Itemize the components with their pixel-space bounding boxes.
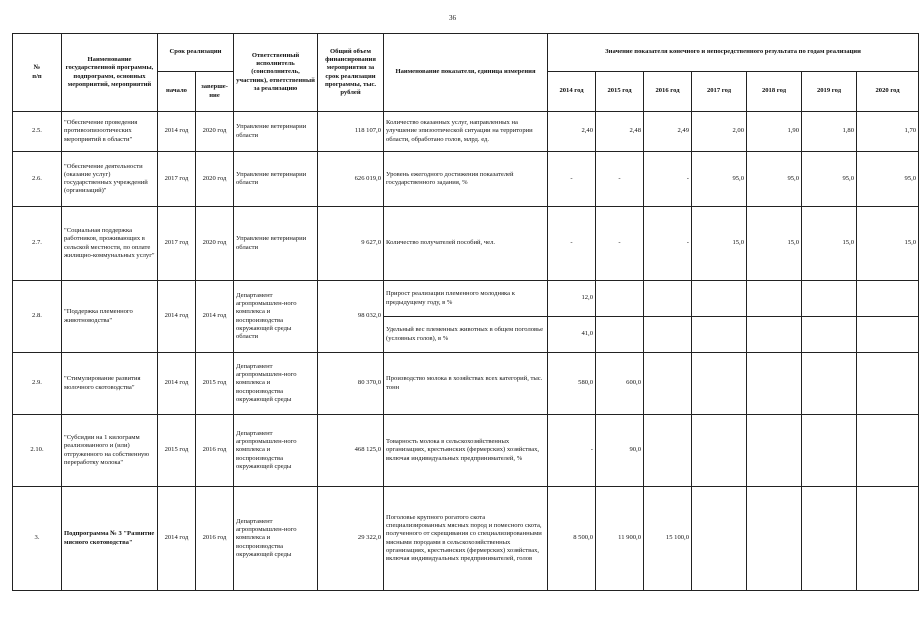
row-executor: Управление ветеринарии области xyxy=(234,112,318,152)
value-2014: 41,0 xyxy=(548,317,596,353)
row-executor: Департамент агропромышлен-ного комплекса и воспроизводства окружающей среды области xyxy=(234,281,318,353)
row-num: 2.7. xyxy=(13,207,62,281)
value-2014: 8 500,0 xyxy=(548,487,596,591)
value-2019 xyxy=(802,487,857,591)
row-name: "Поддержка племенного животноводства" xyxy=(62,281,158,353)
row-start: 2014 год xyxy=(158,281,196,353)
value-2015 xyxy=(596,317,644,353)
row-end: 2015 год xyxy=(196,353,234,415)
value-2018: 1,90 xyxy=(747,112,802,152)
row-num: 3. xyxy=(13,487,62,591)
value-2016: 15 100,0 xyxy=(644,487,692,591)
row-end: 2020 год xyxy=(196,207,234,281)
table-row xyxy=(13,487,919,591)
row-end: 2016 год xyxy=(196,487,234,591)
value-2019 xyxy=(802,353,857,415)
row-indicator: Удельный вес племенных животных в общем поголовье (условных голов), в % xyxy=(384,317,548,353)
row-start: 2014 год xyxy=(158,353,196,415)
row-executor: Департамент агропромышлен-ного комплекса и воспроизводства окружающей среды xyxy=(234,353,318,415)
header-year-2014: 2014 год xyxy=(548,72,596,112)
row-name: "Обеспечение деятельности (оказание услуг) государственных учреждений (организаций)" xyxy=(62,152,158,207)
row-name: "Социальная поддержка работников, проживающих в сельской местности, по оплате жилищно-коммунальных услуг" xyxy=(62,207,158,281)
header-year-2015: 2015 год xyxy=(596,72,644,112)
page-number: 36 xyxy=(449,14,456,22)
table-row xyxy=(13,207,919,281)
row-executor: Управление ветеринарии области xyxy=(234,207,318,281)
row-num: 2.5. xyxy=(13,112,62,152)
header-values-title: Значение показателя конечного и непосредственного результата по годам реализации xyxy=(548,34,919,72)
row-num: 2.6. xyxy=(13,152,62,207)
value-2020 xyxy=(857,317,919,353)
value-2019: 95,0 xyxy=(802,152,857,207)
value-2017 xyxy=(692,317,747,353)
row-funding: 80 370,0 xyxy=(318,353,384,415)
row-executor: Управление ветеринарии области xyxy=(234,152,318,207)
value-2015: - xyxy=(596,152,644,207)
header-end: заверше-ние xyxy=(196,72,234,112)
row-executor: Департамент агропромышлен-ного комплекса и воспроизводства окружающей среды xyxy=(234,415,318,487)
row-end: 2020 год xyxy=(196,112,234,152)
value-2016: - xyxy=(644,207,692,281)
value-2018 xyxy=(747,353,802,415)
row-start: 2017 год xyxy=(158,207,196,281)
header-funding: Общий объем финансирования мероприятия за срок реализации программы, тыс. рублей xyxy=(318,34,384,112)
header-indicator: Наименование показателя, единица измерения xyxy=(384,34,548,112)
value-2018 xyxy=(747,281,802,317)
value-2019: 1,80 xyxy=(802,112,857,152)
value-2014: - xyxy=(548,415,596,487)
table-row xyxy=(13,353,919,415)
value-2018 xyxy=(747,487,802,591)
value-2018: 15,0 xyxy=(747,207,802,281)
value-2020: 15,0 xyxy=(857,207,919,281)
row-start: 2015 год xyxy=(158,415,196,487)
row-indicator: Количество оказанных услуг, направленных на улучшение эпизоотической ситуации на территории области, обработано голов, млрд. ед. xyxy=(384,112,548,152)
table-row xyxy=(13,281,919,317)
value-2020 xyxy=(857,353,919,415)
row-end: 2020 год xyxy=(196,152,234,207)
value-2015: 2,48 xyxy=(596,112,644,152)
value-2016: 2,49 xyxy=(644,112,692,152)
row-start: 2017 год xyxy=(158,152,196,207)
row-funding: 626 019,0 xyxy=(318,152,384,207)
row-name: "Стимулирование развития молочного скотоводства" xyxy=(62,353,158,415)
row-indicator: Поголовье крупного рогатого скота специализированных мясных пород и помесного скота, полученного от скрещивания со специализированными мясными породами в сельскохозяйственных организациях, крестьянских (фермерских) хозяйствах, включая индивидуальных предпринимателей, голов xyxy=(384,487,548,591)
row-num: 2.10. xyxy=(13,415,62,487)
row-indicator: Производство молока в хозяйствах всех категорий, тыс. тонн xyxy=(384,353,548,415)
value-2017 xyxy=(692,415,747,487)
value-2014: 2,40 xyxy=(548,112,596,152)
value-2017 xyxy=(692,487,747,591)
row-indicator: Товарность молока в сельскохозяйственных организациях, крестьянских (фермерских) хозяйствах, включая индивидуальных предпринимателей, % xyxy=(384,415,548,487)
value-2018 xyxy=(747,317,802,353)
row-funding: 118 107,0 xyxy=(318,112,384,152)
value-2016: - xyxy=(644,152,692,207)
header-num: № п/п xyxy=(13,34,62,112)
value-2017 xyxy=(692,281,747,317)
value-2014: 12,0 xyxy=(548,281,596,317)
value-2017: 95,0 xyxy=(692,152,747,207)
value-2014: - xyxy=(548,152,596,207)
value-2018: 95,0 xyxy=(747,152,802,207)
row-indicator: Уровень ежегодного достижения показателей государственного задания, % xyxy=(384,152,548,207)
header-year-2018: 2018 год xyxy=(747,72,802,112)
value-2017: 2,00 xyxy=(692,112,747,152)
value-2020 xyxy=(857,281,919,317)
value-2017 xyxy=(692,353,747,415)
row-indicator: Прирост реализации племенного молодняка к предыдущему году, в % xyxy=(384,281,548,317)
row-name: "Обеспечение проведения противоэпизоотических мероприятий в области" xyxy=(62,112,158,152)
indicators-table xyxy=(12,33,919,591)
row-name: Подпрограмма № 3 "Развитие мясного скотоводства" xyxy=(62,487,158,591)
header-year-2016: 2016 год xyxy=(644,72,692,112)
value-2015 xyxy=(596,281,644,317)
table-row xyxy=(13,112,919,152)
header-year-2017: 2017 год xyxy=(692,72,747,112)
table-row xyxy=(13,415,919,487)
value-2019: 15,0 xyxy=(802,207,857,281)
row-num: 2.8. xyxy=(13,281,62,353)
value-2018 xyxy=(747,415,802,487)
table-row xyxy=(13,152,919,207)
row-indicator: Количество получателей пособий, чел. xyxy=(384,207,548,281)
value-2019 xyxy=(802,415,857,487)
value-2014: 580,0 xyxy=(548,353,596,415)
value-2016 xyxy=(644,317,692,353)
value-2016 xyxy=(644,353,692,415)
row-start: 2014 год xyxy=(158,487,196,591)
value-2015: 90,0 xyxy=(596,415,644,487)
row-end: 2014 год xyxy=(196,281,234,353)
value-2019 xyxy=(802,281,857,317)
header-period: Срок реализации xyxy=(158,34,234,72)
header-start: начало xyxy=(158,72,196,112)
row-num: 2.9. xyxy=(13,353,62,415)
value-2017: 15,0 xyxy=(692,207,747,281)
header-year-2019: 2019 год xyxy=(802,72,857,112)
row-funding: 9 627,0 xyxy=(318,207,384,281)
value-2016 xyxy=(644,281,692,317)
value-2020 xyxy=(857,415,919,487)
value-2020 xyxy=(857,487,919,591)
header-name: Наименование государственной программы, подпрограмм, основных мероприятий, мероприятий xyxy=(62,34,158,112)
value-2014: - xyxy=(548,207,596,281)
value-2020: 95,0 xyxy=(857,152,919,207)
value-2015: 11 900,0 xyxy=(596,487,644,591)
row-funding: 98 032,0 xyxy=(318,281,384,353)
header-row-1 xyxy=(13,34,919,72)
value-2016 xyxy=(644,415,692,487)
row-end: 2016 год xyxy=(196,415,234,487)
value-2019 xyxy=(802,317,857,353)
row-executor: Департамент агропромышлен-ного комплекса и воспроизводства окружающей среды xyxy=(234,487,318,591)
row-start: 2014 год xyxy=(158,112,196,152)
row-funding: 29 322,0 xyxy=(318,487,384,591)
value-2015: - xyxy=(596,207,644,281)
value-2020: 1,70 xyxy=(857,112,919,152)
header-year-2020: 2020 год xyxy=(857,72,919,112)
row-funding: 468 125,0 xyxy=(318,415,384,487)
row-name: "Субсидии на 1 килограмм реализованного и (или) отгруженного на собственную переработку молока" xyxy=(62,415,158,487)
value-2015: 600,0 xyxy=(596,353,644,415)
header-executor: Ответственный исполнитель (соисполнитель, участник), ответственный за реализацию xyxy=(234,34,318,112)
